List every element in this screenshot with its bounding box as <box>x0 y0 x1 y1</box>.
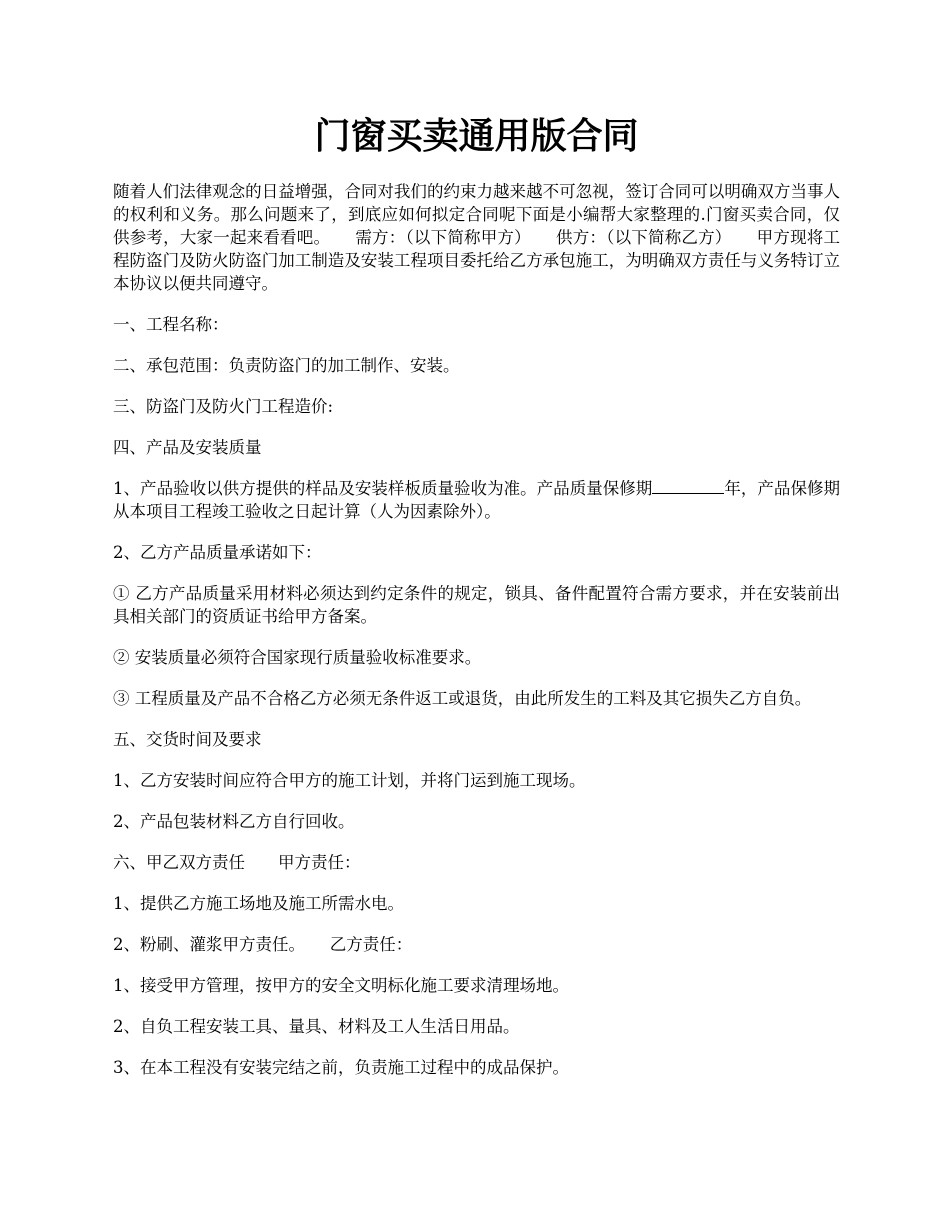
clause-promise-3: ③ 工程质量及产品不合格乙方必须无条件返工或退货，由此所发生的工料及其它损失乙方自负。 <box>113 689 812 708</box>
clause-delivery-1: 1、乙方安装时间应符合甲方的施工计划，并将门运到施工现场。 <box>113 771 586 790</box>
clause-party-b-1: 1、接受甲方管理，按甲方的安全文明标化施工要求清理场地。 <box>113 976 569 995</box>
clause-party-b-3: 3、在本工程没有安装完结之前，负责施工过程中的成品保护。 <box>113 1058 569 1077</box>
section-quality-heading: 四、产品及安装质量 <box>113 438 262 457</box>
clause-delivery-2: 2、产品包装材料乙方自行回收。 <box>113 812 355 831</box>
clause-warranty <box>113 477 840 523</box>
clause-warranty-text-a: 1、产品验收以供方提供的样品及安装样板质量验收为准。产品质量保修期 <box>113 479 653 498</box>
section-project-name: 一、工程名称： <box>113 315 229 334</box>
document-title: 门窗买卖通用版合同 <box>314 115 639 157</box>
clause-party-a-2: 2、粉刷、灌浆甲方责任。 乙方责任： <box>113 935 413 954</box>
section-responsibility-heading: 六、甲乙双方责任 甲方责任： <box>113 853 361 872</box>
clause-party-b-2: 2、自负工程安装工具、量具、材料及工人生活日用品。 <box>113 1017 520 1036</box>
clause-promise-2: ② 安装质量必须符合国家现行质量验收标准要求。 <box>113 648 482 667</box>
section-cost: 三、防盗门及防火门工程造价: <box>113 397 334 416</box>
clause-promise-1: ① 乙方产品质量采用材料必须达到约定条件的规定，锁具、备件配置符合需方要求，并在安装前出具相关部门的资质证书给甲方备案。 <box>113 584 840 626</box>
section-scope: 二、承包范围：负责防盗门的加工制作、安装。 <box>113 356 460 375</box>
intro-paragraph: 随着人们法律观念的日益增强，合同对我们的约束力越来越不可忽视，签订合同可以明确双方当事人的权利和义务。那么问题来了，到底应如何拟定合同呢下面是小编帮大家整理的.门窗买卖合同，仅供参考，大家一起来看看吧。 需方：（以下简称甲方） 供方：（以下简称乙方） 甲方现将工程防盗门及防火防盗门加工制造及安装工程项目委托给乙方承包施工，为明确双方责任与义务特订立本协议以便共同遵守。 <box>113 182 840 293</box>
clause-quality-promise: 2、乙方产品质量承诺如下： <box>113 543 322 562</box>
clause-warranty-text-b: 年，产品保修期从本项目工程竣工验收之日起计算（人为因素除外）。 <box>113 479 841 521</box>
warranty-years-blank <box>652 477 724 494</box>
section-delivery-heading: 五、交货时间及要求 <box>113 730 262 749</box>
clause-party-a-1: 1、提供乙方施工场地及施工所需水电。 <box>113 894 404 913</box>
document-body <box>113 180 840 1097</box>
